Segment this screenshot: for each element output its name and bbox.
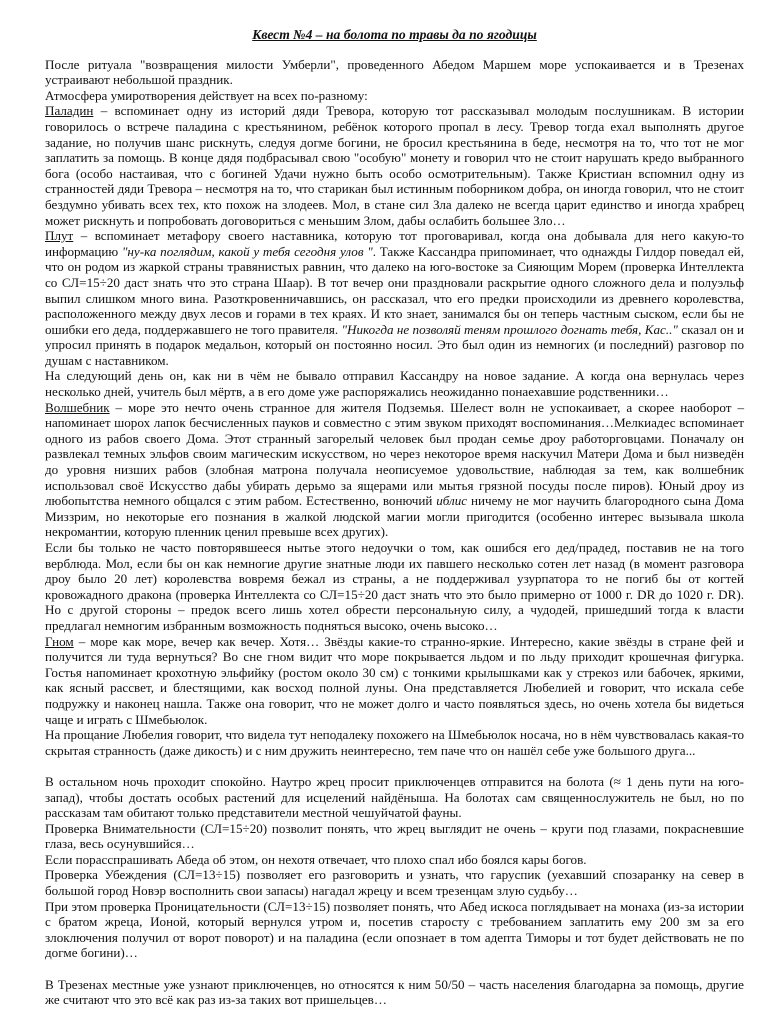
paladin-section: [45, 103, 744, 228]
night-paragraph: В остальном ночь проходит спокойно. Наутро жрец просит приключенцев отправится на болота (≈ 1 день пути на юго-запад), чтобы достать особых растений для исцелений найдёныша. На болотах сам священнослужитель не был, но по рассказам там обитают только представители местной чешуйчатой фауны.: [45, 773, 744, 821]
quest-title: Квест №4 – на болота по травы да по ягодицы: [252, 27, 537, 42]
insight-check: При этом проверка Проницательности (СЛ=13÷15) позволяет понять, что Абед искоса поглядывает на монаха (из-за истории с братом жреца, Ионой, который вернулся утром и, посетив старосту с требованием заплатить ему 200 зм за его злоключения получил от ворот поворот) и на паладина (если опознает в том адепта Тиморы и тот будет действовать не по догме богини)…: [45, 898, 744, 961]
rogue-label: Плут: [45, 228, 74, 244]
rogue-text-3: сказал он и упросил принять в подарок медальон, который он постоянно носил. Это был один из немногих (и последний) разговор по душам с наставником.: [45, 321, 744, 368]
rogue-text-2: . Также Кассандра припоминает, что однажды Гилдор поведал ей, что он родом из жаркой страны травянистых равнин, что далеко на юго-востоке за Сияющим Морем (проверка Интеллекта со СЛ=15÷20 даст знать что это страна Шаар). В тот вечер они праздновали раскрытие одного сложного дела и полуэльф выпил слишком много вина. Разоткровенничавшись, он рассказал, что его предки происходили из древнего королевства, расположенного между двух лесов и горами в тех краях. И кто знает, занимался бы он теперь частным сыском, если бы не ошибки его деда, поддержавшего не того правителя.: [45, 243, 744, 337]
rogue-quote-2: "Никогда не позволяй теням прошлого догнать тебя, Кас..": [341, 321, 678, 337]
paladin-text: – вспоминает одну из историй дяди Тревора, которую тот рассказывал молодым послушникам. В истории говорилось о встрече паладина с крестьянином, ребёнок которого пропал в лесу. Тревор тогда ехал выполнять другое задание, но получив шанс рискнуть, следуя догме богини, не бросил крестьянина в беде, несмотря на то, что тот не мог заплатить за помощь. В конце дядя подбрасывал свою "особую" монету и говорил что не стоит нарушать кредо выбранного бога (особо настаивая, что с богиней Удачи нужно быть особо осмотрительным). Также Кристиан вспомнил одну из странностей дяди Тревора – несмотря на то, что старикан был истинным поборником добра, он иногда говорил, что не стоит бездумно убивать всех тех, кто похож на злодеев. Мол, в стане сил Зла далеко не всегда царит единство и иногда храбрец может рискнуть и попробовать договориться с меньшим Злом, дабы ослабить большее Зло…: [45, 103, 744, 228]
gnome-followup: На прощание Любелия говорит, что видела тут неподалеку похожего на Шмебьюлок носача, но в нём чувствовалась какая-то скрытая странность (даже дикость) и с ним дружить неинтересно, тем паче что он нашёл себе уже большого друга...: [45, 727, 744, 758]
wizard-text-1: – море это нечто очень странное для жителя Подземья. Шелест волн не успокаивает, а скорее наоборот – напоминает шорох лапок бесчисленных пауков и совместно с этим звуком приходят воспоминания…Мелкиадес вспоминает одного из рабов своего Дома. Этот странный загорелый человек был продан семье дроу работорговцами. Поначалу он развлекал темных эльфов своим магическим искусством, но через некоторое время наскучил Матери Дома и был низведён до уровня низших рабов (злобная матрона получала неописуемое удовольствие, наблюдая за тем, как волшебник использовал своё Искусство дабы убирать дерьмо за ящерами или мытья грязной посуды после пиров). Юный дроу из любопытства немного общался с этим рабом. Естественно, вонючий: [45, 399, 744, 509]
rogue-text-1: – вспоминает метафору своего наставника, которую тот проговаривал, когда она добывала для него какую-то информацию: [45, 228, 744, 259]
rogue-quote-1: "ну-ка поглядим, какой у тебя сегодня улов ": [121, 243, 373, 259]
wizard-label: Волшебник: [45, 399, 110, 415]
wizard-followup: Если бы только не часто повторявшееся нытье этого недоучки о том, как ошибся его дед/прадед, поставив не на того верблюда. Мол, если бы он как немногие другие знатные люди их павшего несколько сотен лет назад (в момент разговора дроу было 20 лет) королевства вовремя бежал из страны, а не поддерживал узурпатора то не погиб бы от когтей кровожадного дракона (проверка Интеллекта со СЛ=15÷20 даст знать что это было примерно от 1000 г. DR до 1020 г. DR). Но с другой стороны – предок всего лишь хотел обрести персональную силу, а чудодей, пришедший тогда к власти предлагал немногим избранным возможность подняться высоко, очень высоко…: [45, 540, 744, 633]
rogue-followup: На следующий день он, как ни в чём не бывало отправил Кассандру на новое задание. А когда она вернулась через несколько дней, учитель был мёртв, а в его доме уже распоряжались неожиданно понаехавшие родственники…: [45, 368, 744, 400]
wizard-section: [45, 400, 744, 540]
rogue-section: [45, 228, 744, 368]
gnome-label: Гном: [45, 633, 74, 649]
wizard-iblis: иблис: [436, 493, 468, 509]
persuasion-check: Проверка Убеждения (СЛ=13÷15) позволяет его разговорить и узнать, что гаруспик (уехавший спозаранку на север в большой город Новэр восполнить свои запасы) нагадал жрецу и всем трезенцам злую судьбу…: [45, 867, 744, 899]
spacer: [45, 758, 744, 774]
ask-abed: Если порасспрашивать Абеда об этом, он нехотя отвечает, что плохо спал ибо боялся кары богов.: [45, 851, 587, 867]
intro-paragraph: После ритуала "возвращения милости Умберли", проведенного Абедом Маршем море успокаивается и в Трезенах устраивают небольшой праздник.: [45, 56, 744, 88]
wizard-text-2: ничему не мог научить благородного сына Дома Миззрим, но некоторые его познания в жалкой людской магии могли пригодится (особенно интерес вызывала школа некромантии, которую пленник ценил превыше всех других).: [45, 493, 744, 540]
gnome-text: – море как море, вечер как вечер. Хотя… Звёзды какие-то странно-яркие. Интересно, какие звёзды в стране фей и получится ли туда вернуться? Во сне гном видит что море покрывается льдом и по льду приходит крошечная фигурка. Гостья напоминает крохотную эльфийку (ростом около 30 см) с тонкими крылышками как у стрекоз или бабочек, яркими, как ясный рассвет, и блестящими, как восход полной луны. Она представляется Любелией и говорит, что искала себе подружку и наконец нашла. Также она говорит, что не может долго и часто появляться здесь, но очень хотела бы видеться чаще и играть с Шмебьюлок.: [45, 633, 744, 727]
final-paragraph: В Трезенах местные уже узнают приключенцев, но относятся к ним 50/50 – часть населения благодарна за помощь, другие же считают что это всё как раз из-за таких вот пришельцев…: [45, 976, 744, 1008]
perception-check: Проверка Внимательности (СЛ=15÷20) позволит понять, что жрец выглядит не очень – круги под глазами, покрасневшие глаза, весь осунувшийся…: [45, 820, 744, 852]
spacer: [45, 961, 744, 977]
intro-atmosphere: Атмосфера умиротворения действует на всех по-разному:: [45, 87, 368, 103]
paladin-label: Паладин: [45, 103, 94, 119]
gnome-section: [45, 634, 744, 728]
